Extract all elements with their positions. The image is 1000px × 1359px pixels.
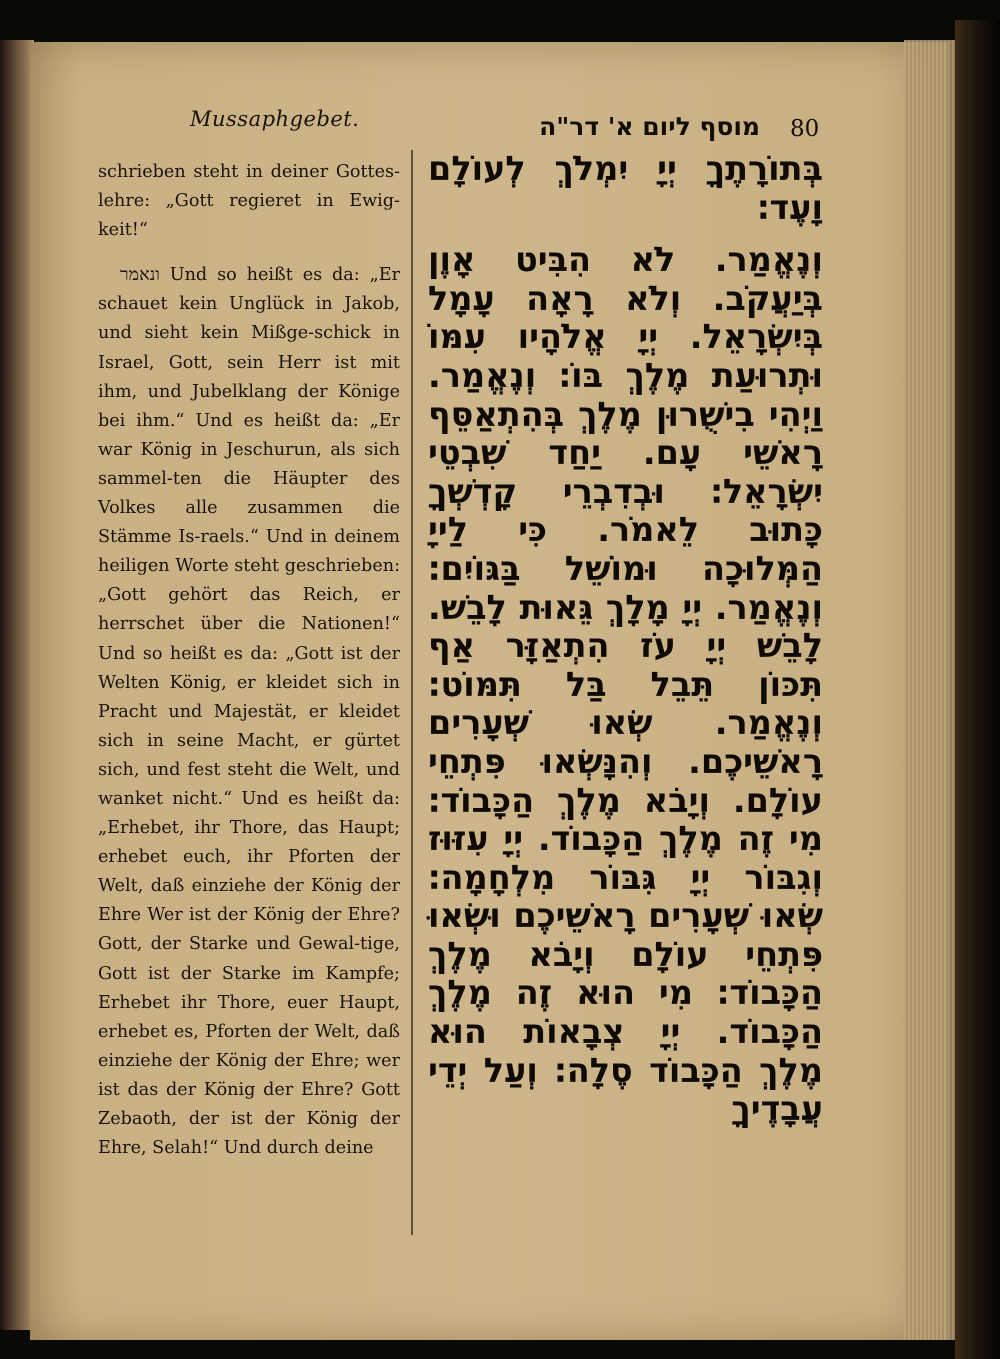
german-paragraph: schrieben steht in deiner Gottes-lehre: „Gott regieret in Ewig-keit!“ (98, 162, 400, 241)
page-number: 80 (790, 116, 820, 142)
hebrew-paragraph: בְּתוֹרָתֶךָ יְיָ יִמְלֹךְ לְעוֹלָם וָעֶד׃ (428, 149, 823, 227)
book-cover-right (955, 20, 1000, 1359)
hebrew-paragraph: וְנֶאֱמַר. לֹא הִבִּיט אָוֶן בְּיַעֲקֹב. וְלֹא רָאָה עָמָל בְּיִשְׂרָאֵל. יְיָ אֱלֹהָיו עִמּוֹ וּתְרוּעַת מֶלֶךְ בּוֹ׃ וְנֶאֱמַר. וַיְהִי בִישֻׁרוּן מֶלֶךְ בְּהִתְאַסֵּף רָאשֵׁי עָם. יַחַד שִׁבְטֵי יִשְׂרָאֵל׃ וּבְדִבְרֵי קָדְשְׁךָ כָּתוּב לֵאמֹר. כִּי לַייָ הַמְּלוּכָה וּמוֹשֵׁל בַּגּוֹיִם׃ וְנֶאֱמַר. יְיָ מָלָךְ גֵּאוּת לָבֵשׁ. לָבֵשׁ יְיָ עֹז הִתְאַזָּר אַף תִּכּוֹן תֵּבֵל בַּל תִּמּוֹט׃ וְנֶאֱמַר. שְׂאוּ שְׁעָרִים רָאשֵׁיכֶם. וְהִנָּשְׂאוּ פִּתְחֵי עוֹלָם. וְיָבֹא מֶלֶךְ הַכָּבוֹד׃ מִי זֶה מֶלֶךְ הַכָּבוֹד. יְיָ עִזּוּז וְגִבּוֹר יְיָ גִּבּוֹר מִלְחָמָה׃ שְׂאוּ שְׁעָרִים רָאשֵׁיכֶם וּשְׂאוּ פִּתְחֵי עוֹלָם וְיָבֹא מֶלֶךְ הַכָּבוֹד׃ מִי הוּא זֶה מֶלֶךְ הַכָּבוֹד. יְיָ צְבָאוֹת הוּא מֶלֶךְ הַכָּבוֹד סֶלָה׃ וְעַל יְדֵי עֲבָדֶיךָ (428, 240, 823, 1129)
running-header-hebrew: מוסף ליום א' דר"ה (539, 112, 760, 141)
column-divider (411, 150, 413, 1235)
german-paragraph: ונאמר Und so heißt es da: „Er schauet kein Unglück in Jakob, und sieht kein Mißge-schick in Israel, Gott, sein Herr ist mit ihm, und Jubelklang der Könige bei ihm.“ Und es heißt da: „Er war König in Jeschurun, als sich sammel-ten die Häupter des Volkes alle zusammen die Stämme Is-raels.“ Und in deinem heiligen Worte steht geschrieben: „Gott gehört das Reich, er herrschet über die Nationen!“ Und so heißt es da: „Gott ist der Welten König, er kleidet sich in Pracht und Majestät, er kleidet sich in seine Macht, er gürtet sich, und fest steht die Welt, und wanket nicht.“ Und es heißt da: „Erhebet, ihr Thore, das Haupt; erhebet euch, ihr Pforten der Welt, daß einziehe der König der Ehre Wer ist der König der Ehre? Gott, der Starke und Gewal-tige, Gott ist der Starke im Kampfe; Erhebet ihr Thore, euer Haupt, erhebet es, Pforten der Welt, daß einziehe der König der Ehre; wer ist das der König der Ehre? Gott Zebaoth, der ist der König der Ehre, Selah!“ Und durch deine (98, 265, 400, 1159)
book-spine-left (0, 40, 34, 1330)
german-column (98, 158, 400, 1163)
hebrew-column (428, 150, 823, 1129)
running-header-german: Mussaphgebet. (190, 107, 360, 131)
